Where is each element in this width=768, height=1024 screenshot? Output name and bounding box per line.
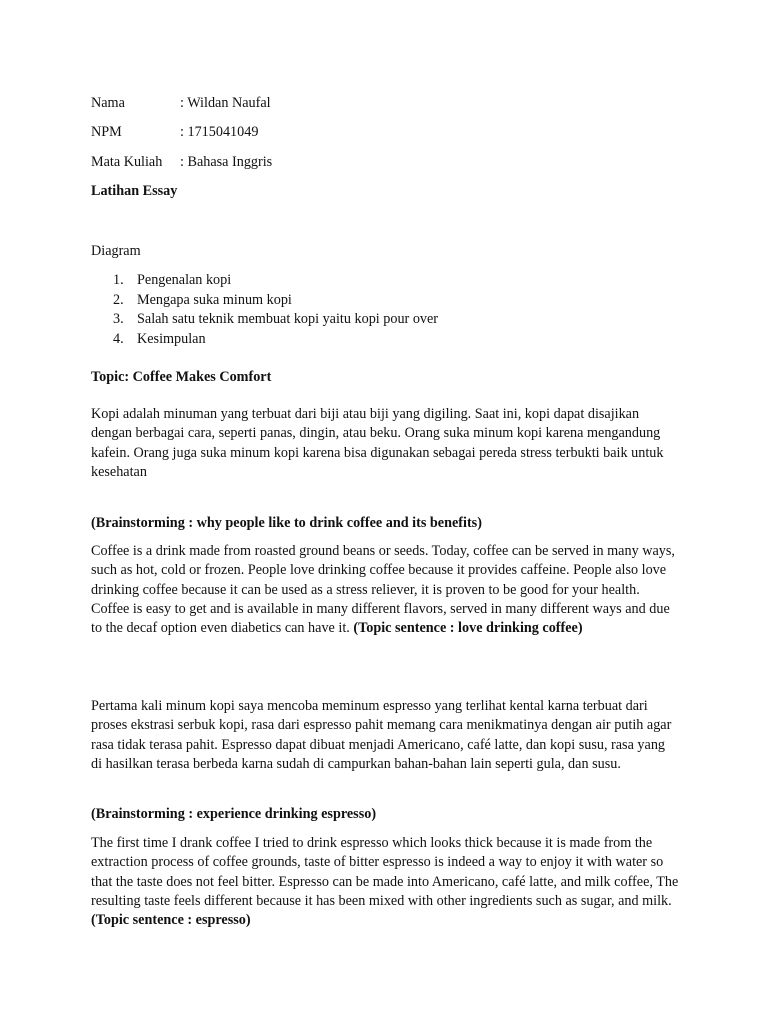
- topic-heading: Topic: Coffee Makes Comfort: [91, 369, 272, 385]
- list-item-number: 3.: [113, 311, 124, 327]
- paragraph-espresso-en: [91, 834, 679, 930]
- list-item: [91, 310, 438, 330]
- topic-sentence-1: (Topic sentence : love drinking coffee): [353, 620, 583, 637]
- course-label: Mata Kuliah: [91, 154, 163, 170]
- list-item: [91, 271, 438, 291]
- list-item: [91, 330, 438, 350]
- name-row: [91, 94, 271, 112]
- course-row: [91, 153, 272, 171]
- list-item-text: Pengenalan kopi: [137, 272, 232, 288]
- npm-row: [91, 123, 258, 141]
- diagram-list: [91, 271, 438, 349]
- list-item-number: 1.: [113, 272, 124, 288]
- document-title: Latihan Essay: [91, 183, 178, 199]
- brainstorm-heading-2: (Brainstorming : experience drinking espresso): [91, 806, 377, 822]
- list-item-number: 2.: [113, 291, 124, 308]
- paragraph-intro-id: Kopi adalah minuman yang terbuat dari biji atau biji yang digiling. Saat ini, kopi dapat disajikan dengan berbagai cara, seperti panas, dingin, atau beku. Orang suka minum kopi karena mengandung kafein. Orang juga suka minum kopi karena bisa digunakan sebagai pereda stress terbukti baik untuk kesehatan: [91, 406, 664, 480]
- paragraph-text: Coffee is a drink made from roasted ground beans or seeds. Today, coffee can be served in many ways, such as hot, cold or frozen. People love drinking coffee because it provides caffeine. People also love drinking coffee because it can be used as a stress reliever, it is proven to be good for your health. Coffee is easy to get and is available in many different flavors, served in many different ways and due to the decaf option even diabetics can have it.: [91, 543, 675, 637]
- course-value: : Bahasa Inggris: [180, 154, 273, 170]
- list-item-text: Kesimpulan: [137, 330, 206, 347]
- npm-label: NPM: [91, 124, 122, 140]
- list-item-number: 4.: [113, 330, 124, 347]
- list-item-text: Mengapa suka minum kopi: [137, 291, 292, 308]
- diagram-label: Diagram: [91, 243, 141, 259]
- name-value: : Wildan Naufal: [180, 95, 271, 111]
- paragraph-text: The first time I drank coffee I tried to drink espresso which looks thick because it is made from the extraction process of coffee grounds, taste of bitter espresso is indeed a way to enjoy it with water so that the taste does not feel bitter. Espresso can be made into Americano, café latte, and milk coffee, The resulting taste feels different because it has been mixed with other ingredients such as sugar, and milk.: [91, 835, 679, 909]
- name-label: Nama: [91, 95, 125, 111]
- paragraph-espresso-id: Pertama kali minum kopi saya mencoba meminum espresso yang terlihat kental karna terbuat dari proses ekstrasi serbuk kopi, rasa dari espresso pahit memang cara menikmatinya dengan air putih agar rasa tidak terasa pahit. Espresso dapat dibuat menjadi Americano, café latte, dan kopi susu, rasa yang di hasilkan terasa berbeda karna sudah di campurkan bahan-bahan lain seperti gula, dan susu.: [91, 698, 672, 772]
- list-item-text: Salah satu teknik membuat kopi yaitu kopi pour over: [137, 311, 439, 327]
- npm-value: : 1715041049: [180, 124, 259, 140]
- paragraph-coffee-en: [91, 542, 679, 638]
- list-item: [91, 291, 438, 311]
- brainstorm-heading-1: (Brainstorming : why people like to drink coffee and its benefits): [91, 515, 482, 531]
- topic-sentence-2: (Topic sentence : espresso): [91, 912, 251, 929]
